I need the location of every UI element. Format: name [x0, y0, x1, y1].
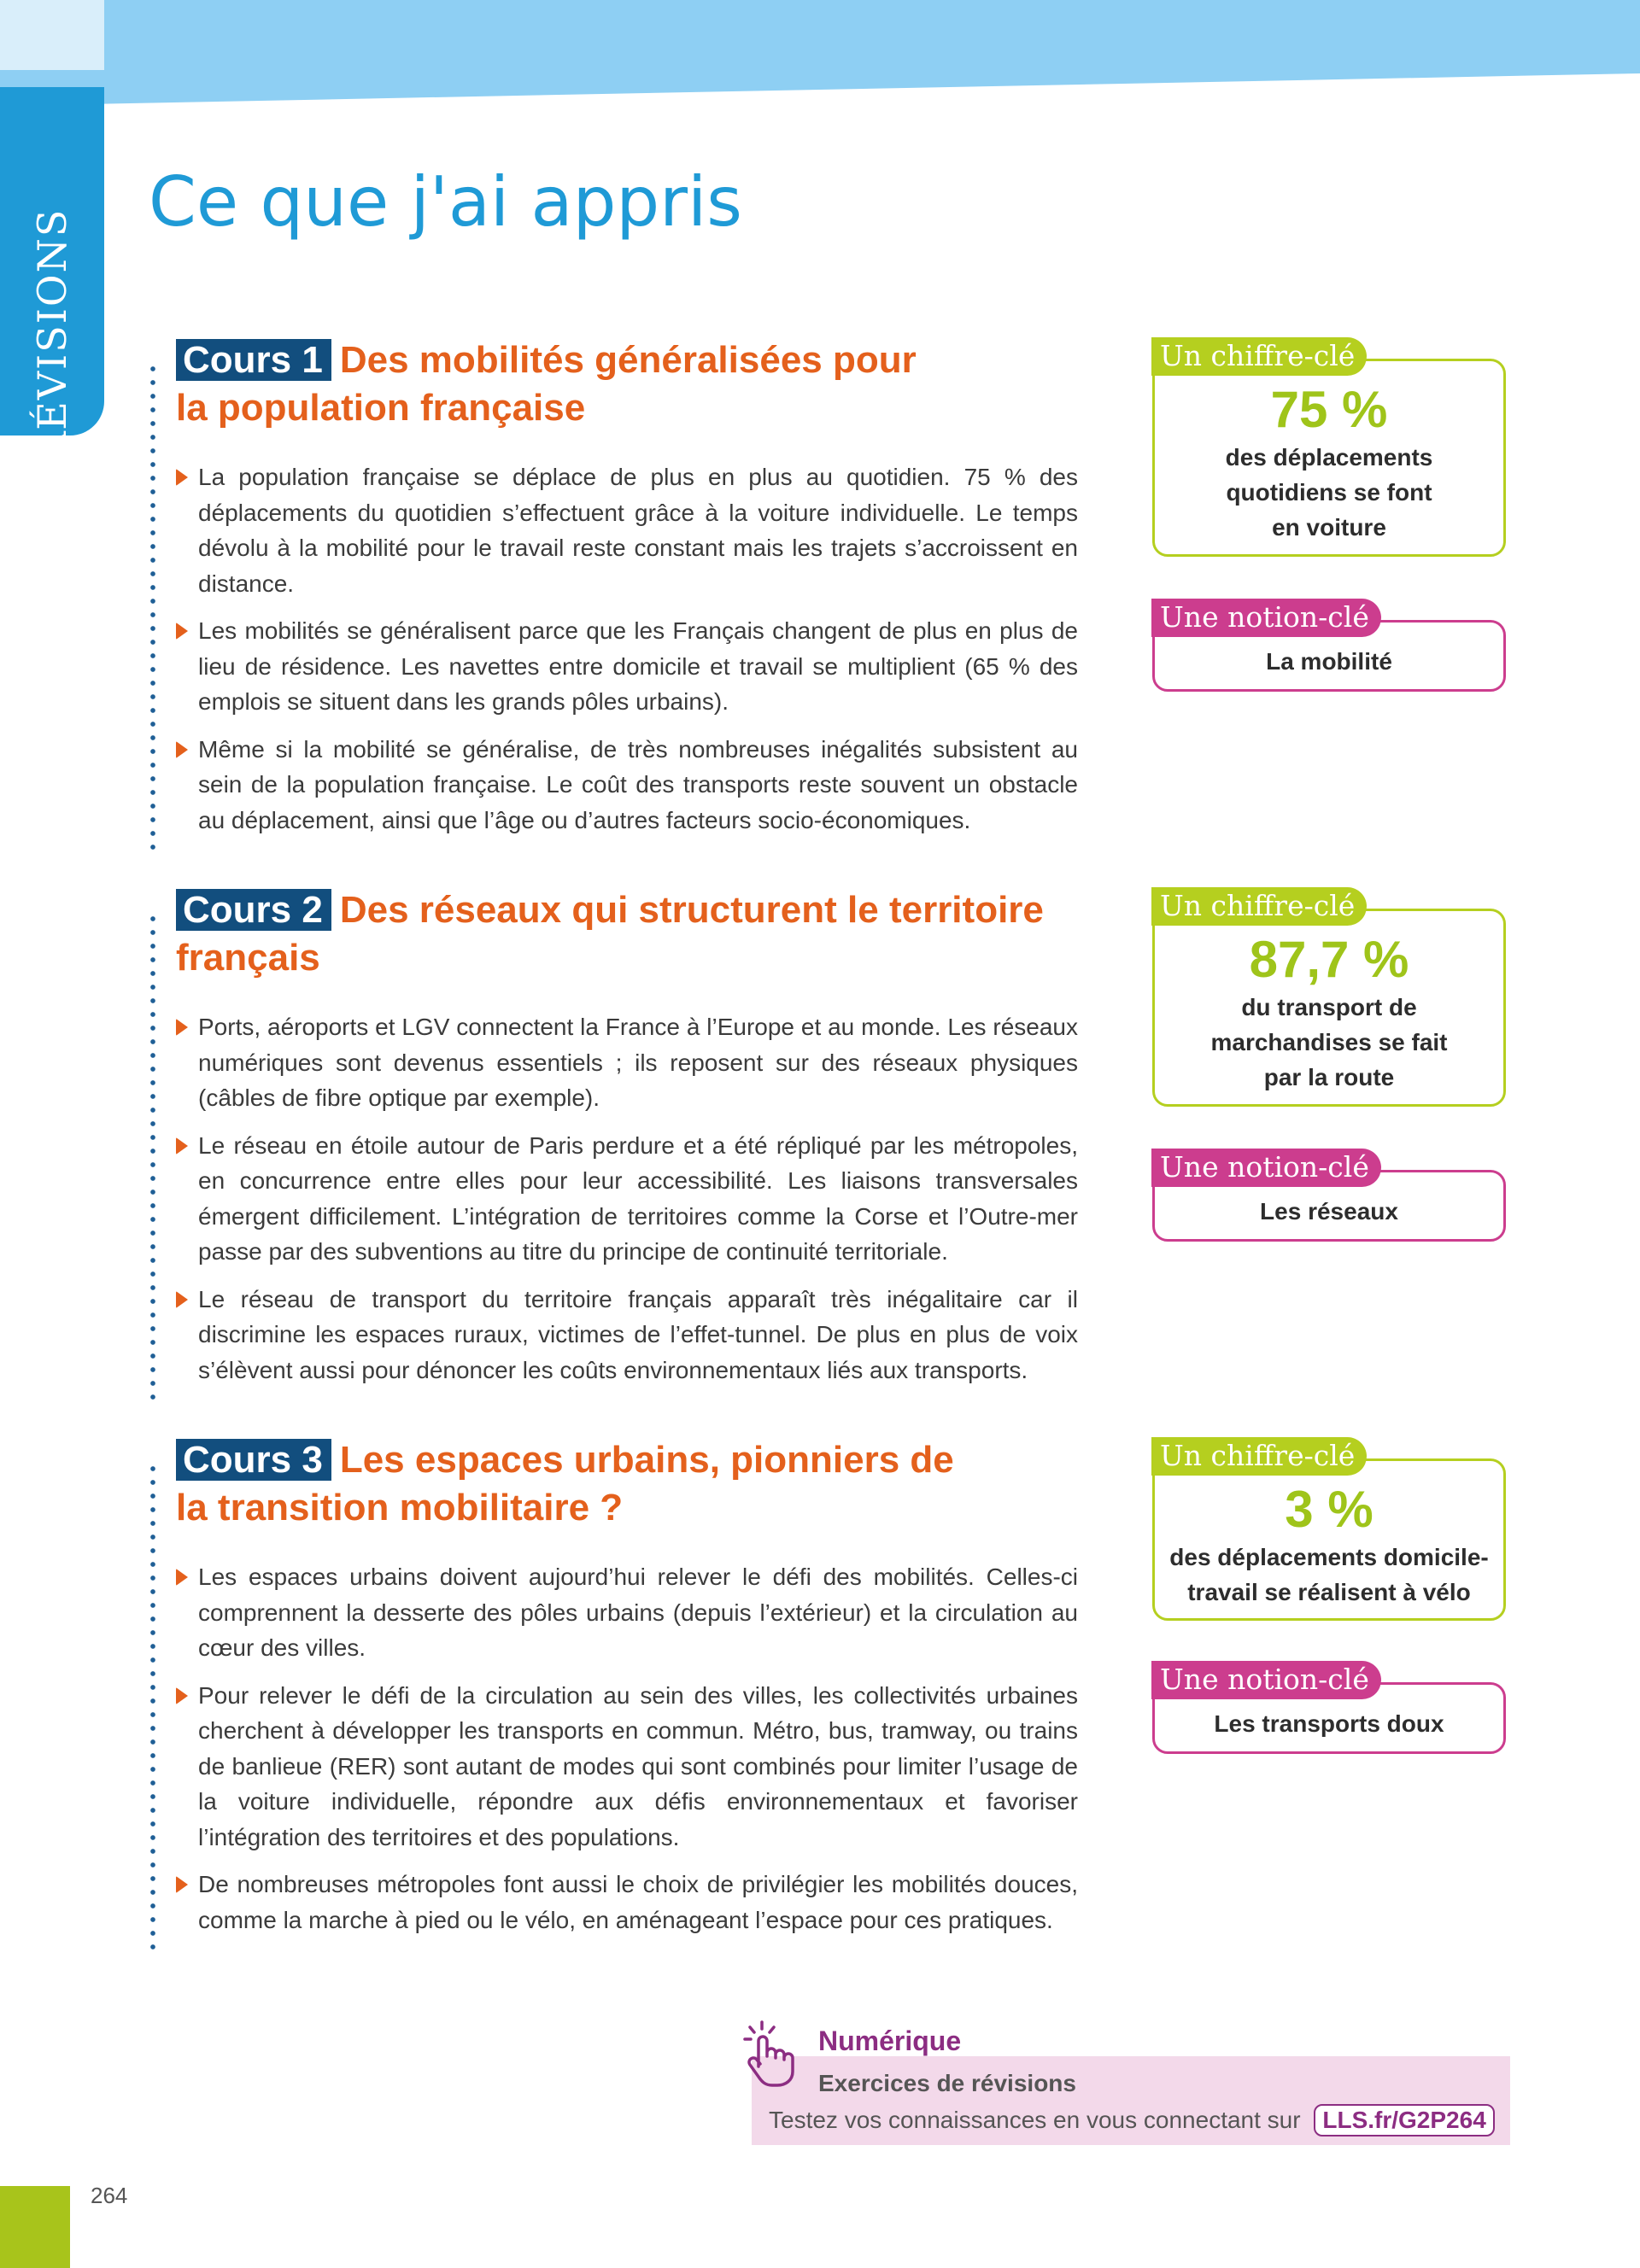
side-tab-label: RÉVISIONS — [29, 208, 75, 462]
key-figure-box-2 — [1152, 889, 1506, 1107]
arrow-bullet-icon — [176, 1876, 188, 1893]
course-title — [176, 886, 1090, 982]
course-title — [176, 336, 1090, 432]
arrow-bullet-icon — [176, 1137, 188, 1154]
key-notion-box-3 — [1152, 1663, 1506, 1754]
arrow-bullet-icon — [176, 1291, 188, 1308]
list-item: Ports, aéroports et LGV connectent la France à l’Europe et au monde. Les réseaux numériques sont devenus essentiels ; ils reposent sur des réseaux physiques (câbles de fibre optique par exemple). — [176, 1009, 1078, 1116]
bullet-list — [150, 1559, 1090, 1938]
dotted-line — [150, 912, 155, 1400]
key-notion-box-2 — [1152, 1150, 1506, 1242]
key-figure-desc: des déplacements quotidiens se font en voiture — [1225, 444, 1433, 541]
key-notion-box-1 — [1152, 600, 1506, 692]
numerique-subtitle: Exercices de révisions — [818, 2070, 1076, 2096]
lls-link[interactable]: LLS.fr/G2P264 — [1314, 2104, 1494, 2136]
numerique-title: Numérique — [818, 2025, 962, 2056]
list-item: De nombreuses métropoles font aussi le choix de privilégier les mobilités douces, comme la marche à pied ou le vélo, en aménageant l’espace pour ces pratiques. — [176, 1867, 1078, 1938]
top-band — [0, 0, 1640, 106]
course-tag: Cours 3 — [176, 1439, 331, 1481]
course-title — [176, 1436, 1090, 1532]
course-tag: Cours 1 — [176, 339, 331, 381]
arrow-bullet-icon — [176, 1687, 188, 1704]
key-figure-value: 87,7 % — [1249, 931, 1409, 988]
arrow-bullet-icon — [176, 1019, 188, 1036]
side-tab — [0, 87, 104, 462]
course-title-line1: Les espaces urbains, pionniers de — [339, 1439, 954, 1481]
arrow-bullet-icon — [176, 623, 188, 640]
key-notion-tag: Une notion-clé — [1151, 1661, 1381, 1699]
list-item: Les mobilités se généralisent parce que les Français changent de plus en plus de lieu de résidence. Les navettes entre domicile et travail se multiplient (65 % des emplois se situent dans les grands pôles urbains). — [176, 613, 1078, 720]
list-item: La population française se déplace de plus en plus au quotidien. 75 % des déplacements du quotidien s’effectuent grâce à la voiture individuelle. Le temps dévolu à la mobilité pour le travail reste constant mais les trajets s’accroissent en distance. — [176, 459, 1078, 601]
key-figure-box-3 — [1152, 1439, 1506, 1621]
page-corner-square — [0, 2186, 70, 2268]
course-title-line2: français — [176, 937, 320, 979]
dotted-line — [150, 362, 155, 850]
list-item: Pour relever le défi de la circulation au sein des villes, les collectivités urbaines cherchent à développer les transports en commun. Métro, bus, tramway, ou trains de banlieue (RER) sont autant de modes qui sont combinés pour limiter l’usage de la voiture individuelle, répondre aux défis environnementaux et favoriser l’intégration des territoires et des populations. — [176, 1678, 1078, 1856]
numerique-text-line — [769, 2104, 1495, 2136]
key-notion-text: Les réseaux — [1260, 1198, 1398, 1225]
key-figure-desc: du transport de marchandises se fait par la route — [1210, 994, 1448, 1090]
course-3 — [150, 1436, 1090, 1949]
key-figure-desc: des déplacements domicile- travail se réalisent à vélo — [1169, 1544, 1489, 1605]
key-notion-text: La mobilité — [1266, 648, 1392, 675]
hand-click-icon — [740, 2019, 801, 2087]
key-figure-value: 75 % — [1270, 381, 1388, 438]
key-figure-value: 3 % — [1285, 1481, 1374, 1538]
key-figure-box-1 — [1152, 339, 1506, 557]
list-item: Les espaces urbains doivent aujourd’hui relever le défi des mobilités. Celles-ci comprennent la desserte des pôles urbains (depuis l’extérieur) et la circulation au cœur des villes. — [176, 1559, 1078, 1666]
course-title-line2: la population française — [176, 387, 586, 429]
key-notion-text: Les transports doux — [1214, 1710, 1444, 1737]
numerique-text: Testez vos connaissances en vous connectant sur — [769, 2107, 1301, 2133]
course-1 — [150, 336, 1090, 850]
page-title: Ce que j'ai appris — [149, 162, 742, 242]
course-tag: Cours 2 — [176, 889, 331, 931]
course-title-line1: Des réseaux qui structurent le territoire — [339, 889, 1044, 931]
list-item: Même si la mobilité se généralise, de très nombreuses inégalités subsistent au sein de la population française. Le coût des transports reste souvent un obstacle au déplacement, ainsi que l’âge ou d’autres facteurs socio-économiques. — [176, 732, 1078, 839]
list-item: Le réseau en étoile autour de Paris perdure et a été répliqué par les métropoles, en concurrence entre elles pour leur accessibilité. Les liaisons transversales émergent difficilement. L’intégration de territoires comme la Corse et l’Outre-mer passe par des subventions au titre du principe de continuité territoriale. — [176, 1128, 1078, 1270]
top-corner — [0, 0, 104, 70]
course-title-line1: Des mobilités généralisées pour — [339, 339, 917, 381]
key-figure-tag: Un chiffre-clé — [1151, 887, 1367, 926]
course-title-line2: la transition mobilitaire ? — [176, 1487, 624, 1529]
bullet-list — [150, 1009, 1090, 1388]
key-figure-tag: Un chiffre-clé — [1151, 1437, 1367, 1476]
dotted-line — [150, 1462, 155, 1949]
key-notion-tag: Une notion-clé — [1151, 1149, 1381, 1187]
arrow-bullet-icon — [176, 741, 188, 758]
key-notion-tag: Une notion-clé — [1151, 599, 1381, 637]
page-number: 264 — [91, 2183, 128, 2208]
key-figure-tag: Un chiffre-clé — [1151, 337, 1367, 376]
arrow-bullet-icon — [176, 1569, 188, 1586]
list-item: Le réseau de transport du territoire français apparaît très inégalitaire car il discrimine les espaces ruraux, victimes de l’effet-tunnel. De plus en plus de voix s’élèvent aussi pour dénoncer les coûts environnementaux liés aux transports. — [176, 1282, 1078, 1388]
course-2 — [150, 886, 1090, 1400]
bullet-list — [150, 459, 1090, 838]
arrow-bullet-icon — [176, 469, 188, 486]
